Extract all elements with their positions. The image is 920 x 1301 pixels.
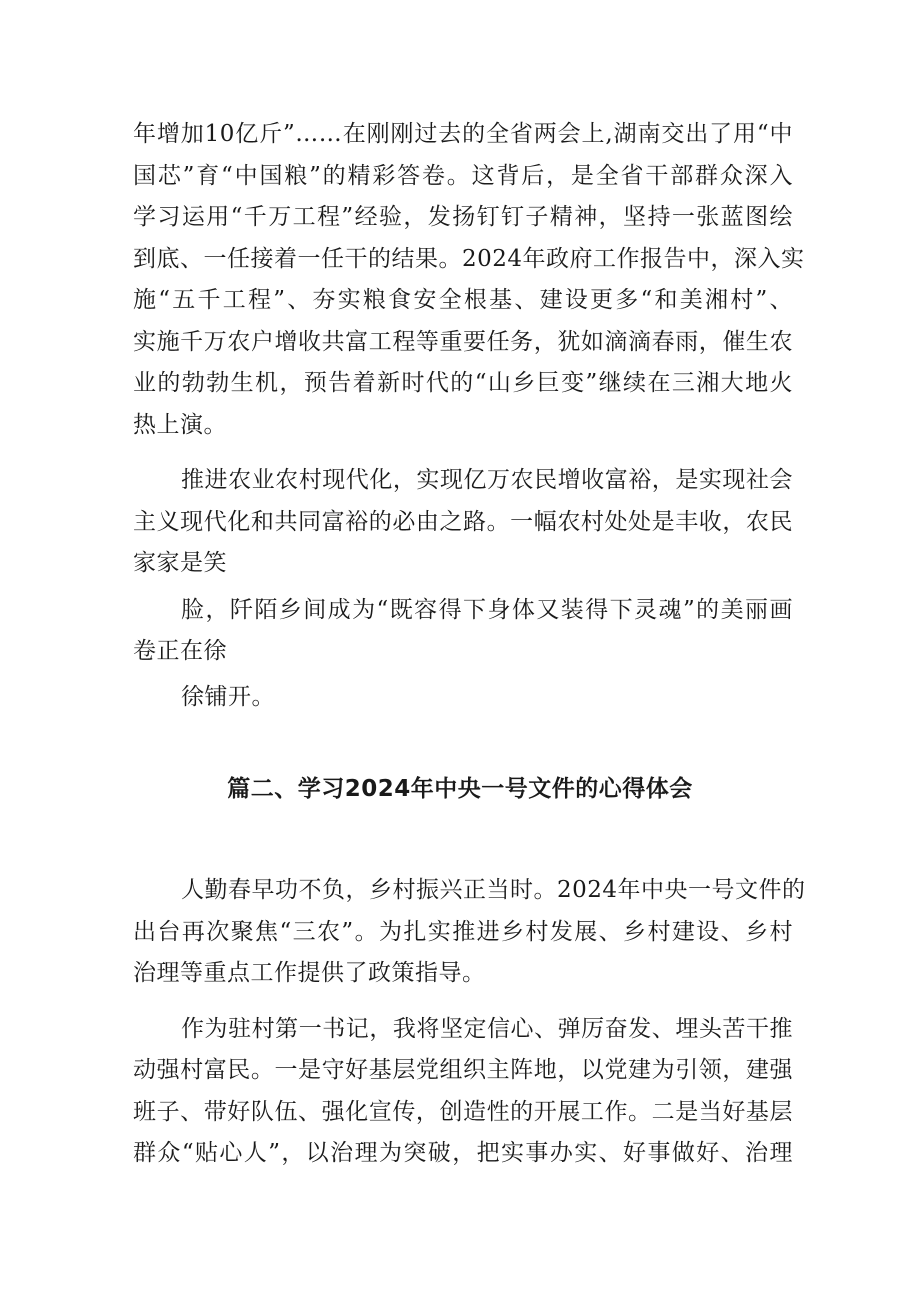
text-line: 学习运用“千万工程”经验，发扬钉钉子精神，坚持一张蓝图绘 — [133, 204, 793, 230]
text-line: 热上演。 — [133, 412, 227, 438]
text-line: 治理等重点工作提供了政策指导。 — [133, 960, 486, 986]
text-line: 作为驻村第一书记，我将坚定信心、弹厉奋发、埋头苦干推 — [181, 1016, 793, 1042]
text-line: 年增加10亿斤”……在刚刚过去的全省两会上,湖南交出了用“中 — [133, 121, 793, 147]
text-line: 业的勃勃生机，预告着新时代的“山乡巨变”继续在三湘大地火 — [133, 370, 793, 396]
text-line: 脸，阡陌乡间成为“既容得下身体又装得下灵魂”的美丽画 — [181, 597, 793, 623]
text-line: 动强村富民。一是守好基层党组织主阵地，以党建为引领，建强 — [133, 1057, 793, 1083]
text-line: 家家是笑 — [133, 550, 227, 576]
text-line: 实施千万农户增收共富工程等重要任务，犹如滴滴春雨，催生农 — [133, 329, 793, 355]
text-line: 群众“贴心人”，以治理为突破，把实事办实、好事做好、治理 — [133, 1140, 793, 1166]
text-line: 卷正在徐 — [133, 638, 227, 664]
text-line: 徐铺开。 — [181, 684, 275, 710]
text-line: 施“五千工程”、夯实粮食安全根基、建设更多“和美湘村”、 — [133, 287, 793, 313]
text-line: 推进农业农村现代化，实现亿万农民增收富裕，是实现社会 — [181, 467, 793, 493]
text-line: 国芯”育“中国粮”的精彩答卷。这背后，是全省干部群众深入 — [133, 163, 793, 189]
text-line: 班子、带好队伍、强化宣传，创造性的开展工作。二是当好基层 — [133, 1099, 793, 1125]
text-line: 主义现代化和共同富裕的必由之路。一幅农村处处是丰收，农民 — [133, 509, 793, 535]
text-line: 人勤春早功不负，乡村振兴正当时。2024年中央一号文件的 — [181, 877, 806, 903]
text-line: 到底、一任接着一任干的结果。2024年政府工作报告中，深入实 — [133, 246, 805, 272]
section-heading: 篇二、学习2024年中央一号文件的心得体会 — [227, 776, 693, 802]
text-line: 出台再次聚焦“三农”。为扎实推进乡村发展、乡村建设、乡村 — [133, 919, 793, 945]
